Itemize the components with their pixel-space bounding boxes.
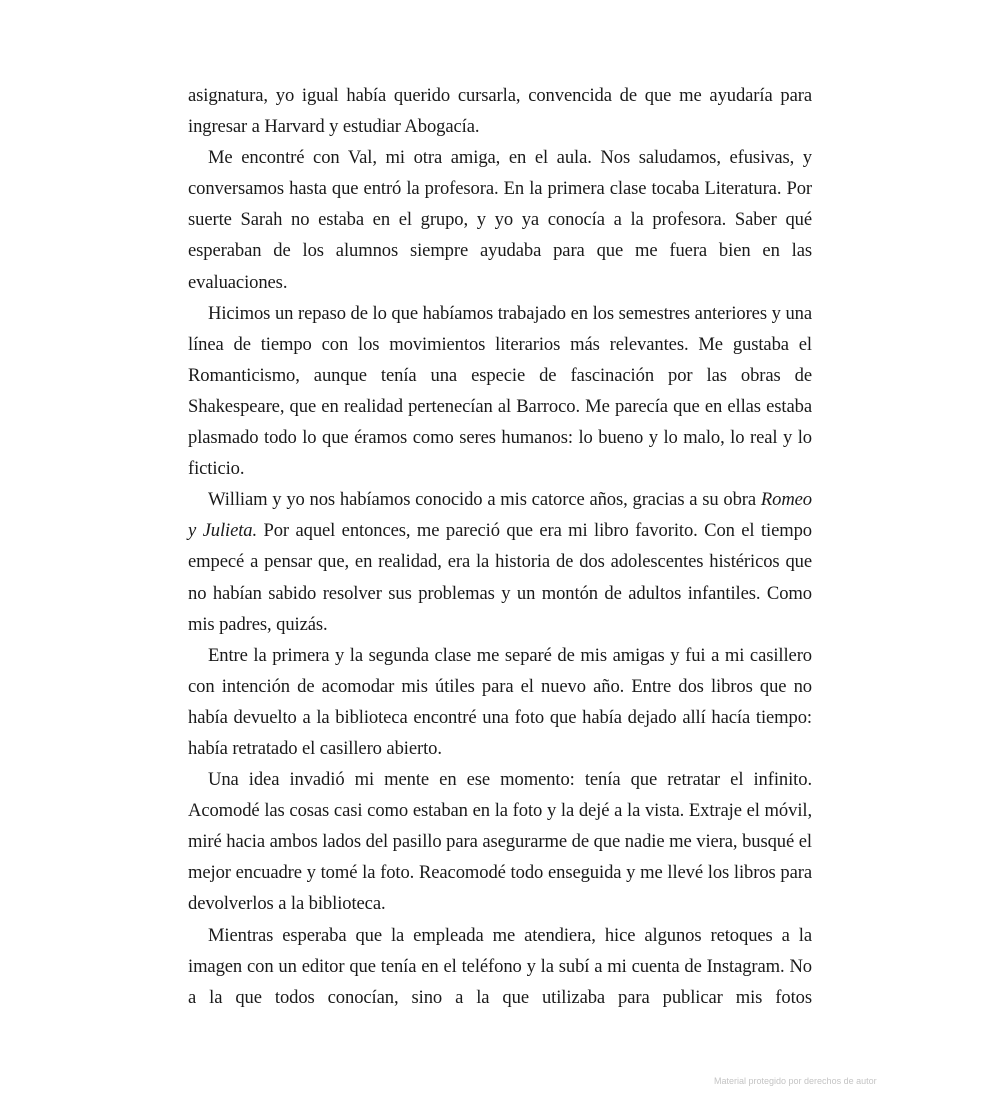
paragraph-text: William y yo nos habíamos conocido a mis catorce años, gracias a su obra — [208, 489, 761, 511]
book-page-body — [188, 80, 812, 1013]
paragraph: Me encontré con Val, mi otra amiga, en el aula. Nos saludamos, efusivas, y conversamos hasta que entró la profesora. En la primera clase tocaba Literatura. Por suerte Sarah no estaba en el grupo, y yo ya conocía a la profesora. Saber qué esperaban de los alumnos siempre ayudaba para que me fuera bien en las evaluaciones. — [188, 147, 812, 293]
paragraph-with-title — [188, 484, 812, 639]
paragraph-text: Por aquel entonces, me pareció que era mi libro favorito. Con el tiempo empecé a pensar que, en realidad, era la historia de dos adolescentes histéricos que no habían sabido resolver sus problemas y un montón de adultos infantiles. Como mis padres, quizás. — [188, 520, 812, 635]
paragraph-continuation: asignatura, yo igual había querido cursarla, convencida de que me ayudaría para ingresar a Harvard y estudiar Abogacía. — [188, 85, 812, 138]
paragraph: Una idea invadió mi mente en ese momento: tenía que retratar el infinito. Acomodé las cosas casi como estaban en la foto y la dejé a la vista. Extraje el móvil, miré hacia ambos lados del pasillo para asegurarme de que nadie me viera, busqué el mejor encuadre y tomé la foto. Reacomodé todo enseguida y me llevé los libros para devolverlos a la biblioteca. — [188, 769, 812, 915]
paragraph: Hicimos un repaso de lo que habíamos trabajado en los semestres anteriores y una línea de tiempo con los movimientos literarios más relevantes. Me gustaba el Romanticismo, aunque tenía una especie de fascinación por las obras de Shakespeare, que en realidad pertenecían al Barroco. Me parecía que en ellas estaba plasmado todo lo que éramos como seres humanos: lo bueno y lo malo, lo real y lo ficticio. — [188, 302, 812, 480]
book-title-italic: Romeo y Julieta. — [188, 489, 812, 542]
paragraph-continues: Mientras esperaba que la empleada me atendiera, hice algunos retoques a la imagen con un editor que tenía en el teléfono y la subí a mi cuenta de Instagram. No a la que todos conocían, sino a la que utilizaba para publicar mis fotos — [188, 924, 812, 1008]
copyright-watermark: Material protegido por derechos de autor — [714, 1076, 877, 1086]
paragraph: Entre la primera y la segunda clase me separé de mis amigas y fui a mi casillero con intención de acomodar mis útiles para el nuevo año. Entre dos libros que no había devuelto a la biblioteca encontré una foto que había dejado allí hacía tiempo: había retratado el casillero abierto. — [188, 644, 812, 759]
